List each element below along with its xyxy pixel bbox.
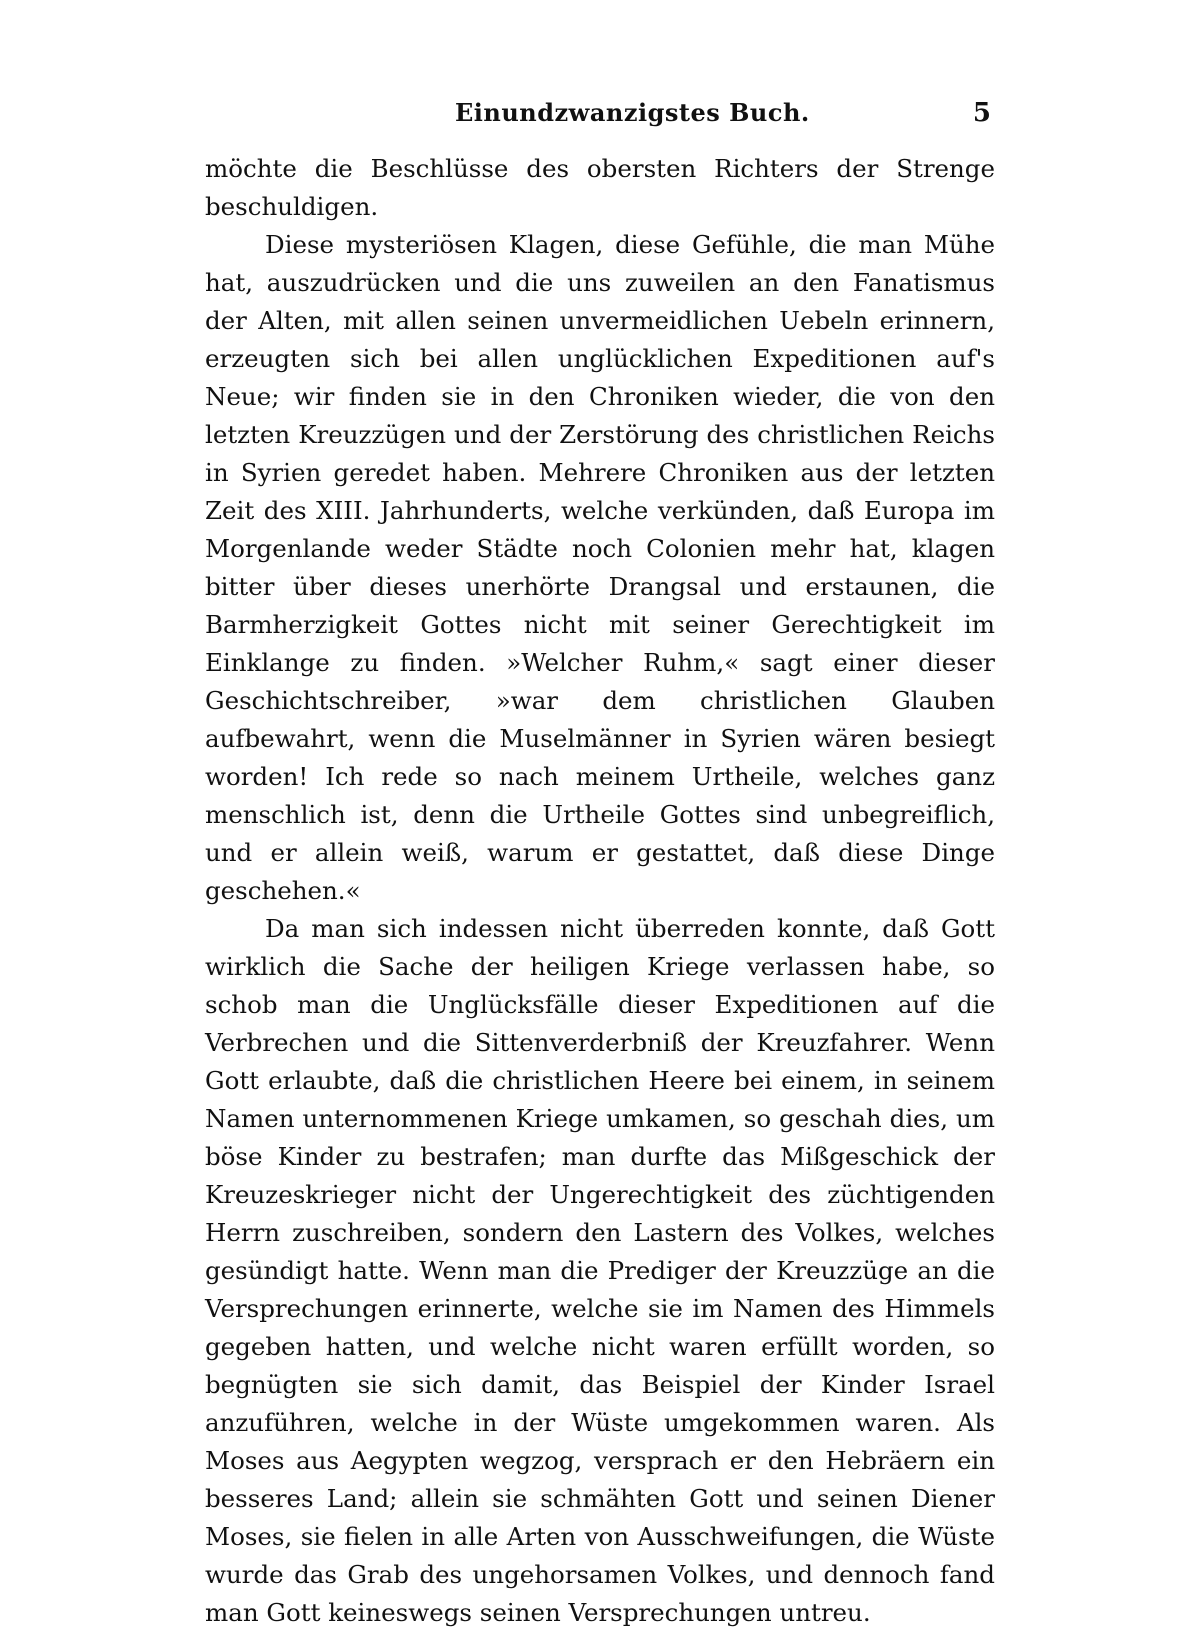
paragraph-continuation: möchte die Beschlüsse des obersten Richters der Strenge beschuldigen. <box>205 154 995 221</box>
body-text <box>205 150 995 1632</box>
running-title: Einundzwanzigstes Buch. <box>455 98 810 127</box>
page-number: 5 <box>972 98 991 128</box>
paragraph: Diese mysteriösen Klagen, diese Gefühle, die man Mühe hat, auszudrücken und die uns zuweilen an den Fanatismus der Alten, mit allen seinen unvermeidlichen Uebeln erinnern, erzeugten sich bei allen unglücklichen Expeditionen auf's Neue; wir finden sie in den Chroniken wieder, die von den letzten Kreuzzügen und der Zerstörung des christlichen Reichs in Syrien geredet haben. Mehrere Chroniken aus der letzten Zeit des XIII. Jahrhunderts, welche verkünden, daß Europa im Morgenlande weder Städte noch Colonien mehr hat, klagen bitter über dieses unerhörte Drangsal und erstaunen, die Barmherzigkeit Gottes nicht mit seiner Gerechtigkeit im Einklange zu finden. »Welcher Ruhm,« sagt einer dieser Geschichtschreiber, »war dem christlichen Glauben aufbewahrt, wenn die Muselmänner in Syrien wären besiegt worden! Ich rede so nach meinem Urtheile, welches ganz menschlich ist, denn die Urtheile Gottes sind unbegreiflich, und er allein weiß, warum er gestattet, daß diese Dinge geschehen.« <box>205 230 995 905</box>
page-header <box>205 98 995 138</box>
paragraph: Da man sich indessen nicht überreden konnte, daß Gott wirklich die Sache der heiligen Kriege verlassen habe, so schob man die Unglücksfälle dieser Expeditionen auf die Verbrechen und die Sittenverderbniß der Kreuzfahrer. Wenn Gott erlaubte, daß die christlichen Heere bei einem, in seinem Namen unternommenen Kriege umkamen, so geschah dies, um böse Kinder zu bestrafen; man durfte das Mißgeschick der Kreuzeskrieger nicht der Ungerechtigkeit des züchtigenden Herrn zuschreiben, sondern den Lastern des Volkes, welches gesündigt hatte. Wenn man die Prediger der Kreuzzüge an die Versprechungen erinnerte, welche sie im Namen des Himmels gegeben hatten, und welche nicht waren erfüllt worden, so begnügten sie sich damit, das Beispiel der Kinder Israel anzuführen, welche in der Wüste umgekommen waren. Als Moses aus Aegypten wegzog, versprach er den Hebräern ein besseres Land; allein sie schmähten Gott und seinen Diener Moses, sie fielen in alle Arten von Ausschweifungen, die Wüste wurde das Grab des ungehorsamen Volkes, und dennoch fand man Gott keineswegs seinen Versprechungen untreu. <box>205 914 995 1627</box>
